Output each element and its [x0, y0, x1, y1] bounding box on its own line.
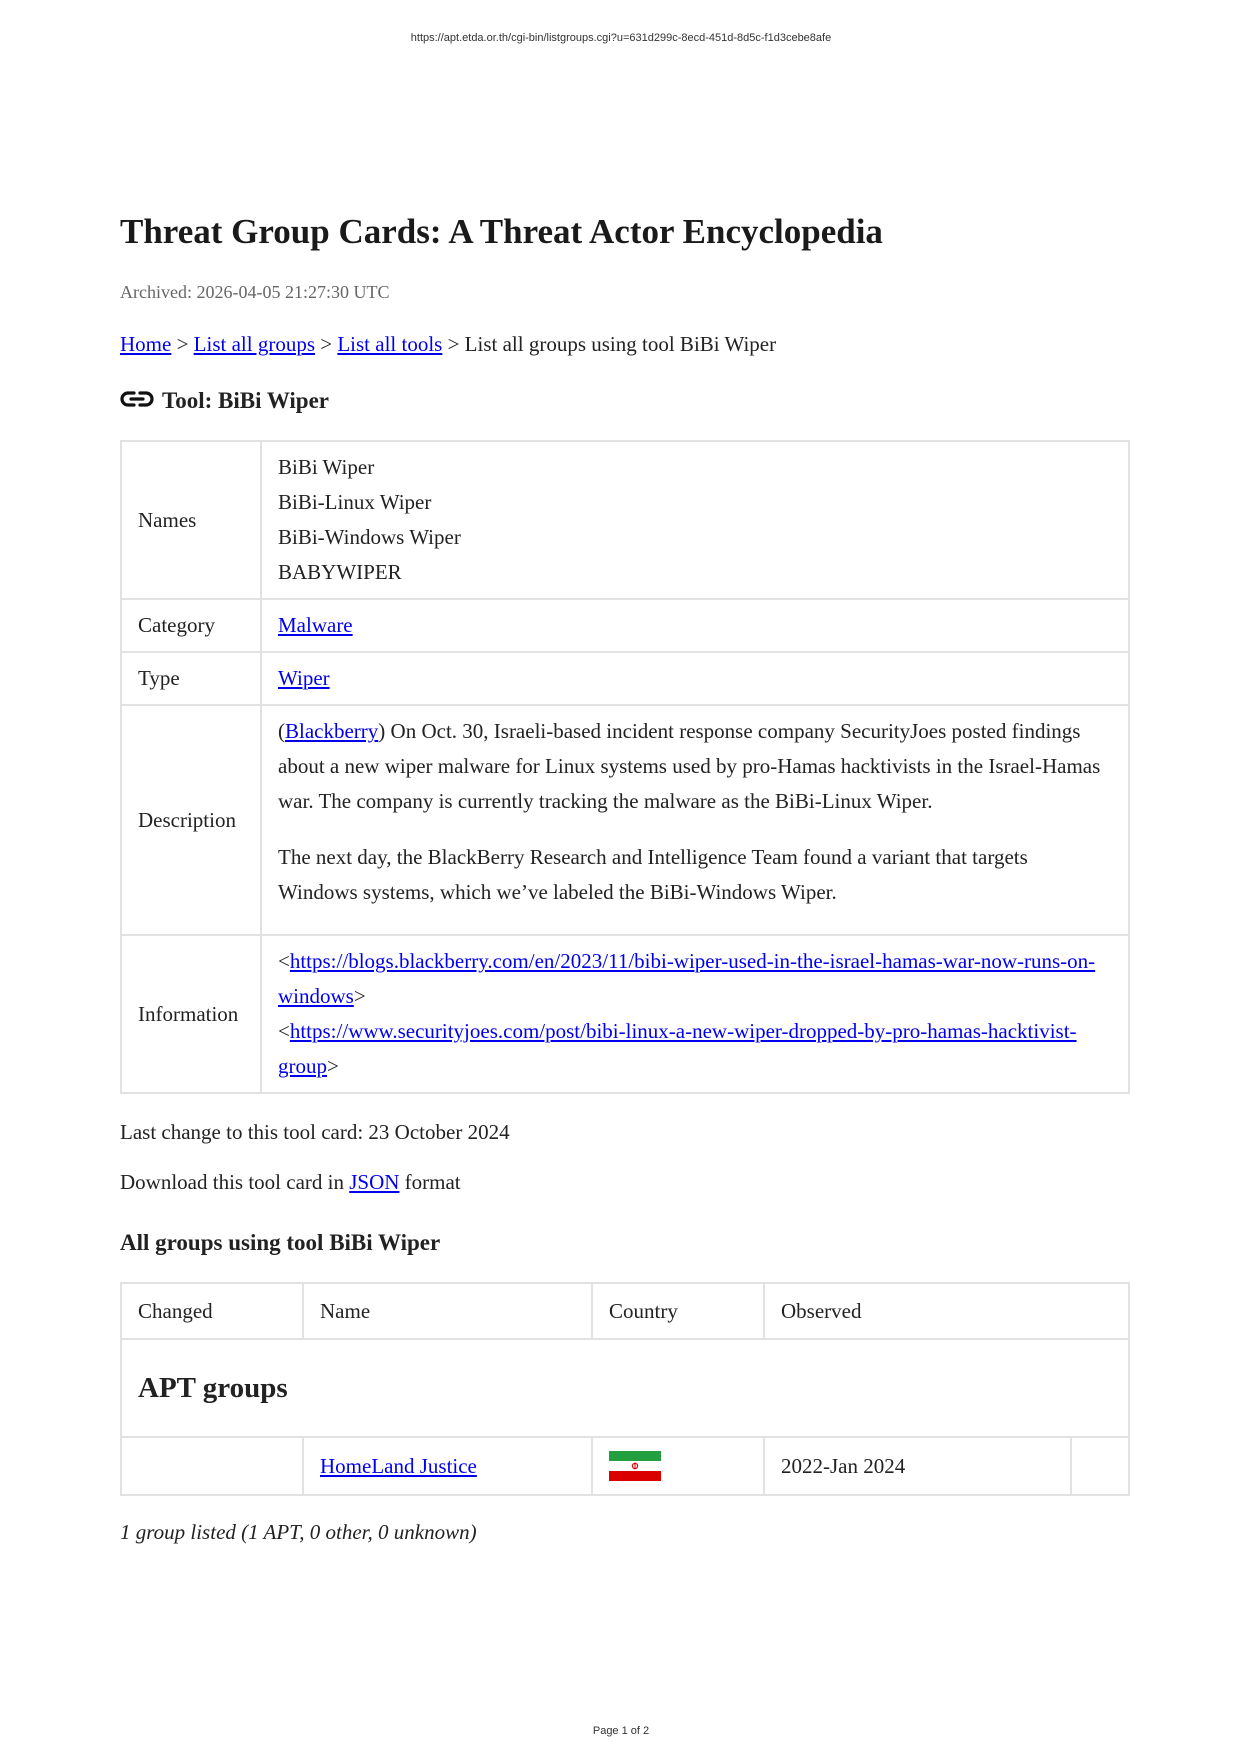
information-label: Information	[121, 935, 261, 1093]
page-title: Threat Group Cards: A Threat Actor Encyclopedia	[120, 212, 883, 251]
iran-flag-icon	[609, 1451, 661, 1481]
observed-cell: 2022-Jan 2024	[764, 1437, 1071, 1495]
names-value	[261, 441, 1129, 599]
information-link[interactable]: https://www.securityjoes.com/post/bibi-linux-a-new-wiper-dropped-by-pro-hamas-hacktivist-group	[278, 1019, 1077, 1078]
information-row	[121, 935, 1129, 1093]
groups-table	[120, 1282, 1130, 1496]
information-value	[261, 935, 1129, 1093]
bracket-close: >	[353, 984, 366, 1008]
type-row	[121, 652, 1129, 705]
description-text: ) On Oct. 30, Israeli-based incident response company SecurityJoes posted findings about a new wiper malware for Linux systems used by pro-Hamas hacktivists in the Israel-Hamas war. The company is currently tracking the malware as the BiBi-Linux Wiper.	[278, 719, 1101, 813]
description-source-link[interactable]: Blackberry	[285, 719, 379, 743]
table-row	[121, 1437, 1129, 1495]
bracket-close: >	[327, 1054, 339, 1078]
archived-timestamp: Archived: 2026-04-05 21:27:30 UTC	[120, 282, 390, 302]
category-row	[121, 599, 1129, 652]
description-value	[261, 705, 1129, 935]
print-header-url: https://apt.etda.or.th/cgi-bin/listgroups.cgi?u=631d299c-8ecd-451d-8d5c-f1d3cebe8afe	[410, 32, 832, 44]
description-row	[121, 705, 1129, 935]
country-cell	[592, 1437, 764, 1495]
description-label: Description	[121, 705, 261, 935]
name-item: BiBi-Linux Wiper	[278, 490, 432, 514]
information-entry	[278, 944, 1112, 1014]
breadcrumb-list-tools-link[interactable]: List all tools	[337, 332, 443, 356]
breadcrumb-home-link[interactable]: Home	[120, 332, 172, 356]
breadcrumb-current: > List all groups using tool BiBi Wiper	[442, 332, 777, 356]
bracket-open: <	[278, 1019, 290, 1043]
tool-card-table	[120, 440, 1130, 1094]
section-title: APT groups	[138, 1372, 288, 1404]
name-item: BiBi-Windows Wiper	[278, 525, 461, 549]
breadcrumb-separator: >	[315, 332, 338, 356]
name-item: BiBi Wiper	[278, 455, 375, 479]
type-link[interactable]: Wiper	[278, 666, 330, 690]
bracket-open: <	[278, 949, 290, 973]
header-changed: Changed	[121, 1283, 303, 1339]
header-country: Country	[592, 1283, 764, 1339]
description-paragraph: The next day, the BlackBerry Research and Intelligence Team found a variant that targets Windows systems, which we’ve labeled the BiBi-Windows Wiper.	[278, 845, 1028, 904]
extra-cell	[1071, 1437, 1129, 1495]
breadcrumb	[120, 330, 1130, 358]
breadcrumb-separator: >	[171, 332, 194, 356]
last-change-text: Last change to this tool card: 23 October 2024	[120, 1120, 510, 1144]
groups-heading: All groups using tool BiBi Wiper	[120, 1230, 441, 1255]
link-icon[interactable]	[120, 390, 154, 408]
tool-heading-text: Tool: BiBi Wiper	[162, 388, 330, 413]
header-observed: Observed	[764, 1283, 1129, 1339]
groups-summary: 1 group listed (1 APT, 0 other, 0 unknown)	[120, 1520, 477, 1544]
main-content	[120, 210, 1130, 1546]
names-label: Names	[121, 441, 261, 599]
description-paren: (	[278, 719, 285, 743]
group-link[interactable]: HomeLand Justice	[320, 1454, 477, 1478]
information-link[interactable]: https://blogs.blackberry.com/en/2023/11/bibi-wiper-used-in-the-israel-hamas-war-now-runs-on-windows	[278, 949, 1096, 1008]
category-value	[261, 599, 1129, 652]
description-paragraph	[278, 714, 1112, 819]
json-download-link[interactable]: JSON	[349, 1170, 400, 1194]
download-text	[120, 1168, 1130, 1196]
section-cell	[121, 1339, 1129, 1437]
category-link[interactable]: Malware	[278, 613, 353, 637]
download-prefix: Download this tool card in	[120, 1170, 350, 1194]
header-name: Name	[303, 1283, 592, 1339]
names-row	[121, 441, 1129, 599]
category-label: Category	[121, 599, 261, 652]
groups-header-row	[121, 1283, 1129, 1339]
page-number: Page 1 of 2	[592, 1725, 650, 1737]
type-value	[261, 652, 1129, 705]
information-entry	[278, 1014, 1112, 1084]
name-item: BABYWIPER	[278, 560, 402, 584]
type-label: Type	[121, 652, 261, 705]
breadcrumb-list-groups-link[interactable]: List all groups	[193, 332, 315, 356]
name-cell	[303, 1437, 592, 1495]
download-suffix: format	[399, 1170, 461, 1194]
tool-heading	[120, 386, 1130, 416]
changed-cell	[121, 1437, 303, 1495]
groups-section-row	[121, 1339, 1129, 1437]
